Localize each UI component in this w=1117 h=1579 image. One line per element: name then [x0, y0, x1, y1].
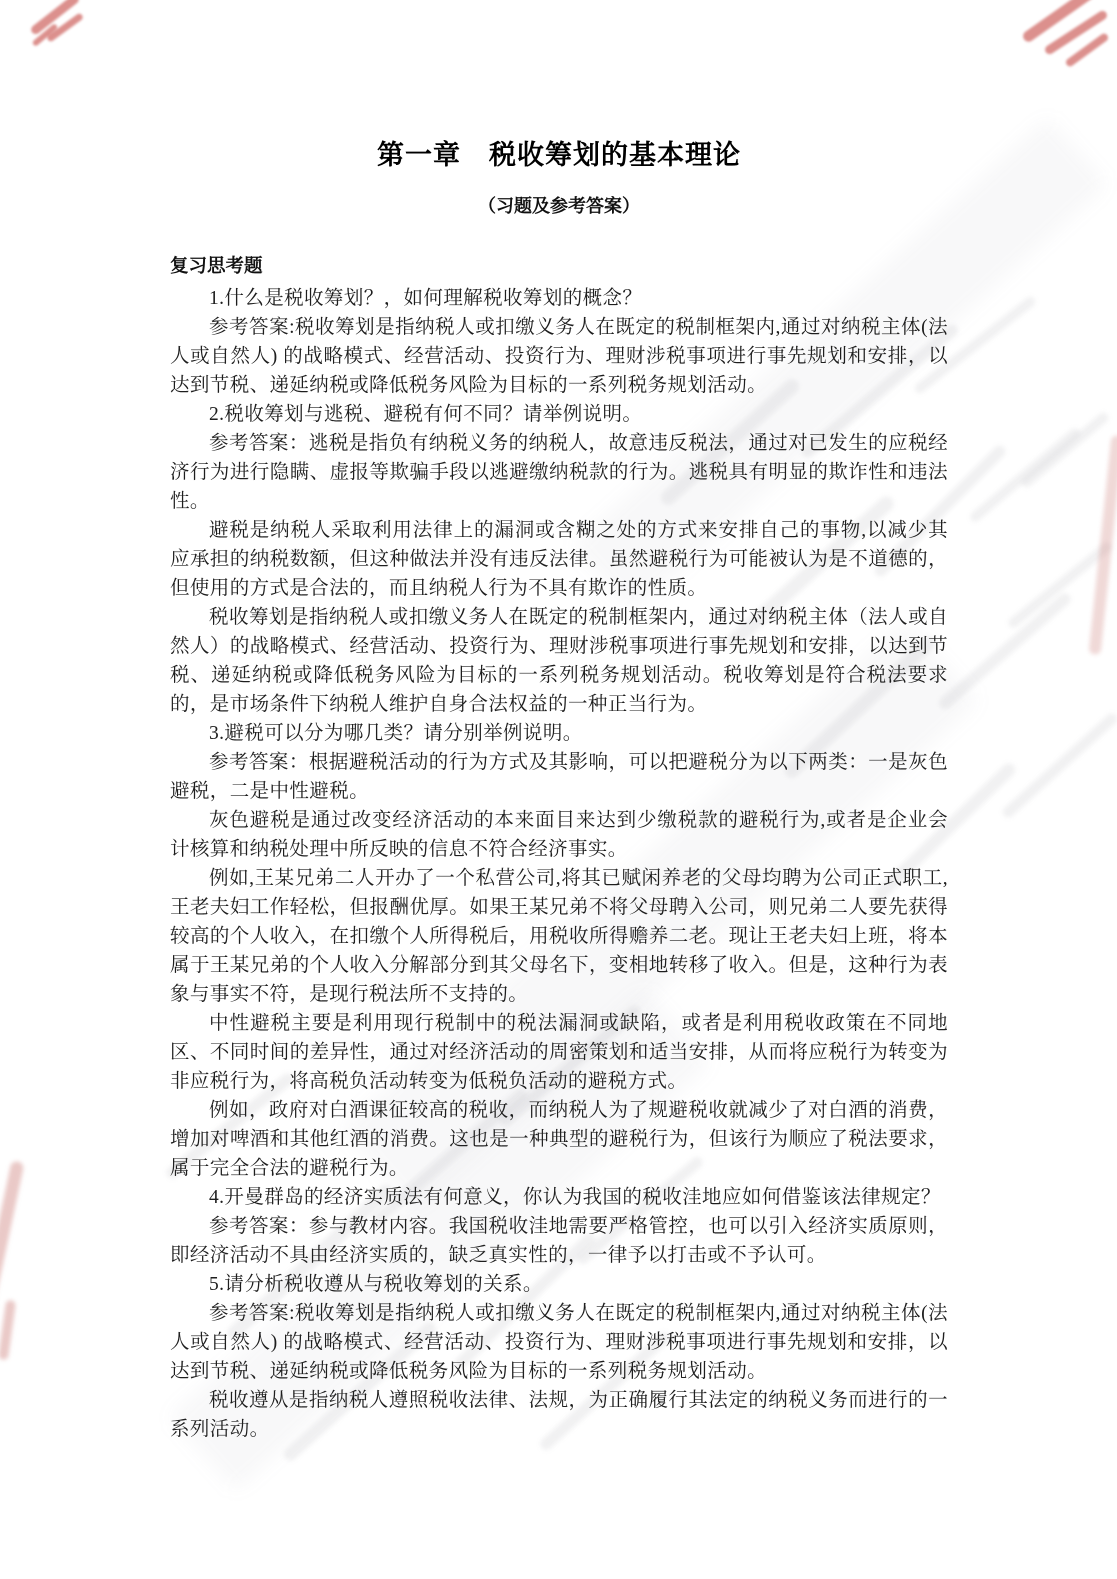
paragraph: 4.开曼群岛的经济实质法有何意义，你认为我国的税收洼地应如何借鉴该法律规定？ [209, 1187, 941, 1208]
paragraph: 灰色避税是通过改变经济活动的本来面目来达到少缴税款的避税行为,或者是企业会计核算和纳税处理中所反映的信息不符合经济事实。 [170, 810, 948, 860]
paragraph: 参考答案：参与教材内容。我国税收洼地需要严格管控，也可以引入经济实质原则，即经济活动不具由经济实质的，缺乏真实性的，一律予以打击或不予认可。 [170, 1216, 948, 1266]
paragraph: 3.避税可以分为哪几类？请分别举例说明。 [209, 723, 583, 744]
paragraph: 参考答案：逃税是指负有纳税义务的纳税人，故意违反税法，通过对已发生的应税经济行为进行隐瞒、虚报等欺骗手段以逃避缴纳税款的行为。逃税具有明显的欺诈性和违法性。 [170, 433, 948, 512]
paragraph: 例如,王某兄弟二人开办了一个私营公司,将其已赋闲养老的父母均聘为公司正式职工,王老夫妇工作轻松，但报酬优厚。如果王某兄弟不将父母聘入公司，则兄弟二人要先获得较高的个人收入，在扣缴个人所得税后，用税收所得赡养二老。现让王老夫妇上班，将本属于王某兄弟的个人收入分解部分到其父母名下，变相地转移了收入。但是，这种行为表象与事实不符，是现行税法所不支持的。 [170, 868, 948, 1005]
body-paragraphs [170, 284, 948, 1444]
chapter-title: 第一章 税收筹划的基本理论 [377, 140, 741, 170]
paragraph: 参考答案:税收筹划是指纳税人或扣缴义务人在既定的税制框架内,通过对纳税主体(法人或自然人) 的战略模式、经营活动、投资行为、理财涉税事项进行事先规划和安排，以达到节税、递延纳税或降低税务风险为目标的一系列税务规划活动。 [170, 317, 948, 396]
paragraph: 税收筹划是指纳税人或扣缴义务人在既定的税制框架内，通过对纳税主体（法人或自然人）的战略模式、经营活动、投资行为、理财涉税事项进行事先规划和安排，以达到节税、递延纳税或降低税务风险为目标的一系列税务规划活动。税收筹划是符合税法要求的，是市场条件下纳税人维护自身合法权益的一种正当行为。 [170, 607, 948, 715]
paragraph: 例如，政府对白酒课征较高的税收，而纳税人为了规避税收就减少了对白酒的消费，增加对啤酒和其他红酒的消费。这也是一种典型的避税行为，但该行为顺应了税法要求，属于完全合法的避税行为。 [170, 1100, 948, 1179]
section-heading: 复习思考题 [170, 257, 263, 277]
paragraph: 5.请分析税收遵从与税收筹划的关系。 [209, 1274, 543, 1295]
paragraph: 中性避税主要是利用现行税制中的税法漏洞或缺陷，或者是利用税收政策在不同地区、不同时间的差异性，通过对经济活动的周密策划和适当安排，从而将应税行为转变为非应税行为，将高税负活动转变为低税负活动的避税方式。 [170, 1013, 948, 1092]
paragraph: 参考答案:税收筹划是指纳税人或扣缴义务人在既定的税制框架内,通过对纳税主体(法人或自然人) 的战略模式、经营活动、投资行为、理财涉税事项进行事先规划和安排，以达到节税、递延纳税或降低税务风险为目标的一系列税务规划活动。 [170, 1303, 948, 1382]
chapter-subtitle: （习题及参考答案） [478, 196, 640, 216]
paragraph: 2.税收筹划与逃税、避税有何不同？请举例说明。 [209, 404, 643, 425]
paragraph: 参考答案：根据避税活动的行为方式及其影响，可以把避税分为以下两类：一是灰色避税，二是中性避税。 [170, 752, 948, 802]
paragraph: 税收遵从是指纳税人遵照税收法律、法规，为正确履行其法定的纳税义务而进行的一系列活动。 [170, 1390, 948, 1440]
paragraph: 1.什么是税收筹划？，如何理解税收筹划的概念？ [209, 288, 643, 309]
paragraph: 避税是纳税人采取利用法律上的漏洞或含糊之处的方式来安排自己的事物,以减少其应承担的纳税数额，但这种做法并没有违反法律。虽然避税行为可能被认为是不道德的，但使用的方式是合法的，而且纳税人行为不具有欺诈的性质。 [170, 520, 948, 599]
